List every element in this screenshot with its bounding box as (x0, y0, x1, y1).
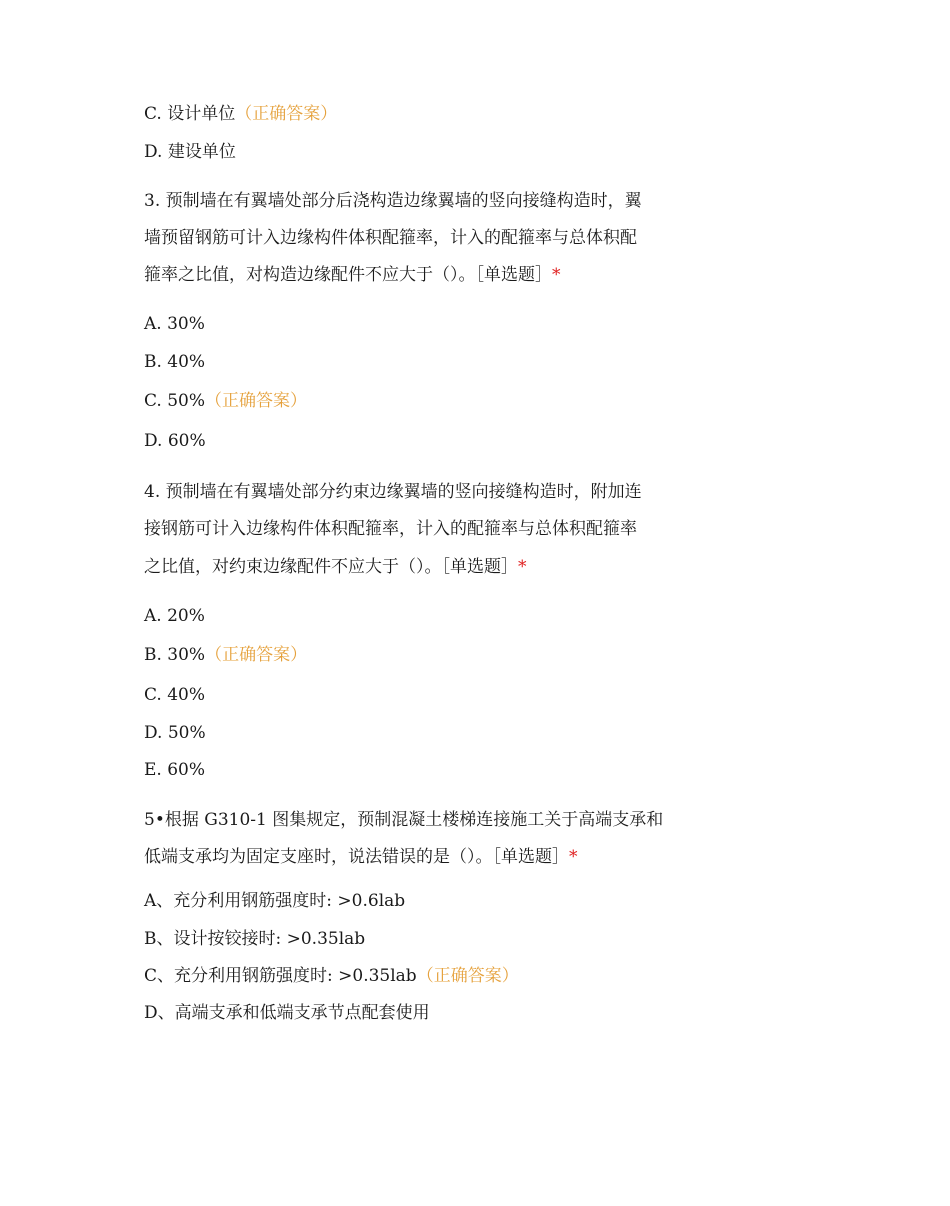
q4-stem-line-2: 接钢筋可计入边缘构件体积配箍率，计入的配箍率与总体积配箍率 (144, 519, 637, 539)
q2-option-d (144, 140, 236, 164)
q3-stem-line-2: 墙预留钢筋可计入边缘构件体积配箍率，计入的配箍率与总体积配 (144, 228, 637, 248)
correct-answer-tag: （正确答案） (205, 645, 308, 665)
q3-option-d: D. 60% (144, 431, 206, 451)
correct-answer-tag: （正确答案） (235, 104, 338, 124)
q4-option-a: A. 20% (144, 606, 205, 626)
required-mark: * (552, 265, 561, 285)
q5-stem-line-1: 5•根据 G310-1 图集规定，预制混凝土楼梯连接施工关于高端支承和 (144, 810, 664, 830)
q5-stem-line-2 (144, 845, 578, 869)
option-text: C、充分利用钢筋强度时: >0.35lab (144, 966, 417, 986)
stem-text: 低端支承均为固定支座时，说法错误的是（）。［单选题］ (144, 847, 569, 867)
q4-stem-line-1: 4. 预制墙在有翼墙处部分约束边缘翼墙的竖向接缝构造时，附加连 (144, 482, 642, 502)
q4-stem-line-3 (144, 555, 527, 579)
option-text: B. 30% (144, 645, 206, 665)
q3-option-c (144, 389, 307, 413)
q4-option-c: C. 40% (144, 685, 205, 705)
stem-text: 之比值，对约束边缘配件不应大于（）。［单选题］ (144, 557, 518, 577)
required-mark: * (569, 847, 578, 867)
q2-option-c (144, 102, 337, 126)
q5-option-d: D、高端支承和低端支承节点配套使用 (144, 1003, 430, 1023)
q3-option-b: B. 40% (144, 352, 206, 372)
option-text: D. 建设单位 (144, 142, 236, 162)
q5-option-a: A、充分利用钢筋强度时: >0.6lab (144, 891, 406, 911)
q3-option-a: A. 30% (144, 314, 205, 334)
q3-stem-line-3 (144, 263, 561, 287)
q4-option-e: E. 60% (144, 760, 206, 780)
q5-option-c (144, 964, 519, 988)
correct-answer-tag: （正确答案） (205, 391, 307, 411)
q4-option-b (144, 643, 307, 667)
stem-text: 箍率之比值，对构造边缘配件不应大于（）。［单选题］ (144, 265, 552, 285)
option-text: C. 设计单位 (144, 104, 236, 124)
q3-stem-line-1: 3. 预制墙在有翼墙处部分后浇构造边缘翼墙的竖向接缝构造时，翼 (144, 191, 642, 211)
option-text: C. 50% (144, 391, 205, 411)
q4-option-d: D. 50% (144, 723, 206, 743)
required-mark: * (518, 557, 527, 577)
correct-answer-tag: （正确答案） (416, 966, 519, 986)
q5-option-b: B、设计按铰接时: >0.35lab (144, 929, 366, 949)
